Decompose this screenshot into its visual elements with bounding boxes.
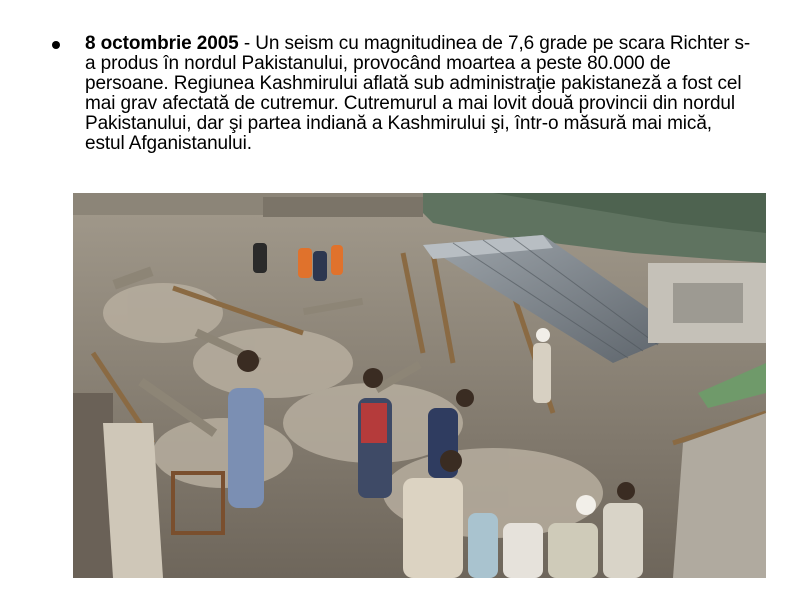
bullet-text: [85, 34, 752, 154]
bullet-date: 8 octombrie 2005: [85, 33, 239, 54]
bullet-body: Un seism cu magnitudinea de 7,6 grade pe scara Richter s-a produs în nordul Pakistanului, provocând moartea a peste 80.000 de persoane. Regiunea Kashmirului aflată sub administraţie pakistaneză a fost cel mai grav afectată de cutremur. Cutremurul a mai lovit două provincii din nordul Pakistanului, dar şi partea indiană a Kashmirului şi, într-o măsură mai mică, estul Afganistanului.: [85, 33, 751, 154]
bullet-icon: [52, 41, 60, 49]
bullet-separator: -: [238, 33, 256, 54]
earthquake-photo: [73, 193, 766, 578]
bullet-item: [52, 34, 752, 154]
